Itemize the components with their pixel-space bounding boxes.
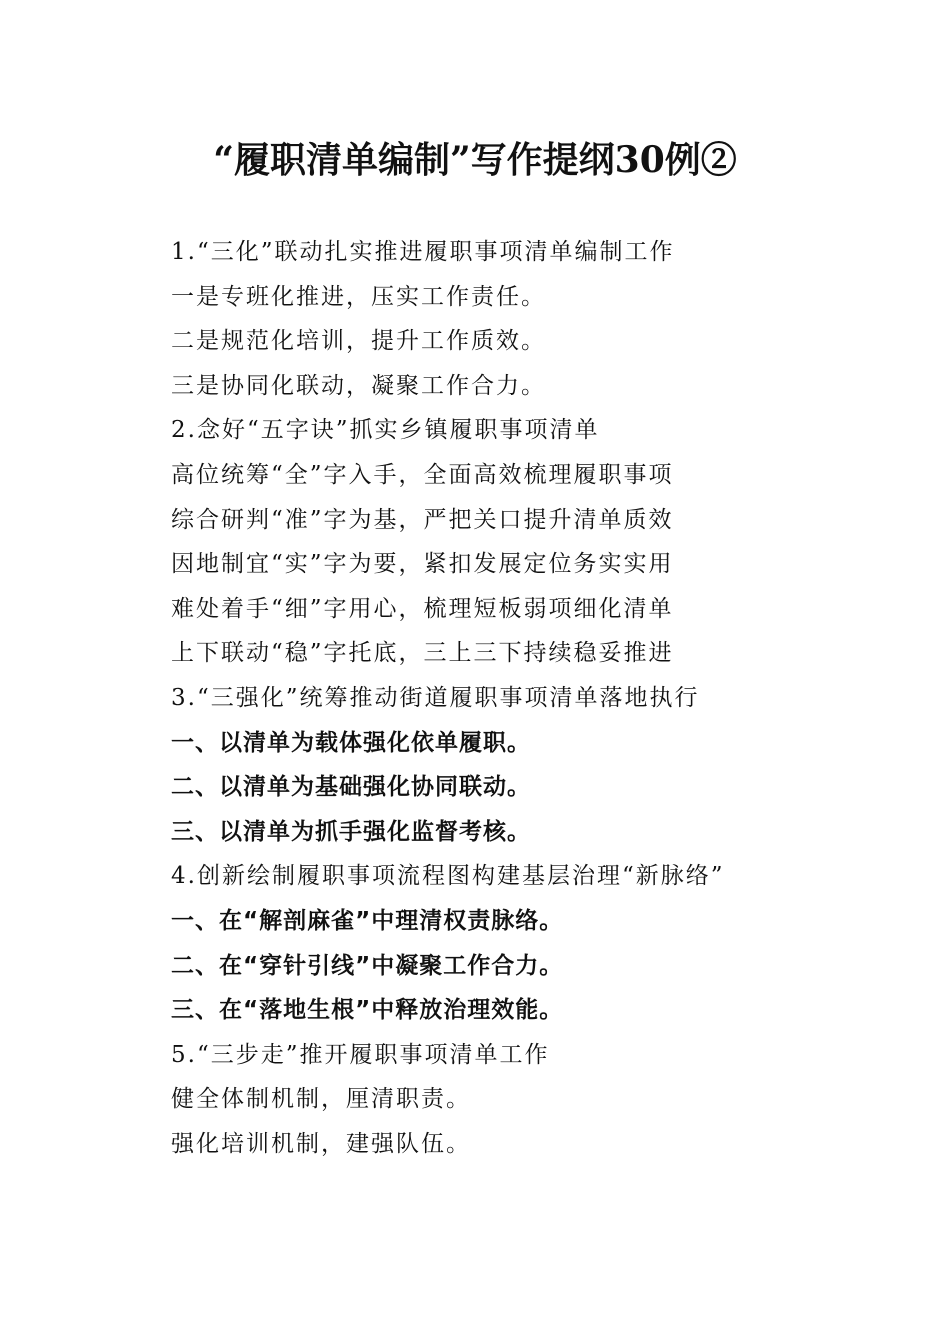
list-item: 难处着手“细”字用心，梳理短板弱项细化清单 [171,595,674,622]
section-heading: 2.念好“五字诀”抓实乡镇履职事项清单 [171,417,600,444]
list-item: 三、以清单为抓手强化监督考核。 [171,818,531,845]
list-item: 上下联动“稳”字托底，三上三下持续稳妥推进 [171,640,674,667]
section-heading: 1.“三化”联动扎实推进履职事项清单编制工作 [171,239,675,265]
section-heading: 5.“三步走”推开履职事项清单工作 [171,1041,550,1068]
list-item: 三是协同化联动，凝聚工作合力。 [171,372,546,399]
list-item: 因地制宜“实”字为要，紧扣发展定位务实实用 [171,551,674,578]
list-item: 强化培训机制，建强队伍。 [171,1130,471,1157]
document-title: “履职清单编制”写作提纲30例② [213,139,737,181]
document-body [171,230,891,1166]
list-item: 健全体制机制，厘清职责。 [171,1086,471,1113]
list-item: 综合研判“准”字为基，严把关口提升清单质效 [171,506,674,533]
list-item: 二是规范化培训，提升工作质效。 [171,328,546,355]
list-item: 二、以清单为基础强化协同联动。 [171,774,531,801]
list-item: 一是专班化推进，压实工作责任。 [171,283,546,310]
section-heading: 3.“三强化”统筹推动街道履职事项清单落地执行 [171,684,700,711]
list-item: 高位统筹“全”字入手，全面高效梳理履职事项 [171,461,674,488]
list-item: 三、在“落地生根”中释放治理效能。 [171,997,564,1024]
list-item: 一、在“解剖麻雀”中理清权责脉络。 [171,907,564,934]
section-heading: 4.创新绘制履职事项流程图构建基层治理“新脉络” [171,863,725,890]
list-item: 二、在“穿针引线”中凝聚工作合力。 [171,952,564,979]
list-item: 一、以清单为载体强化依单履职。 [171,729,531,756]
